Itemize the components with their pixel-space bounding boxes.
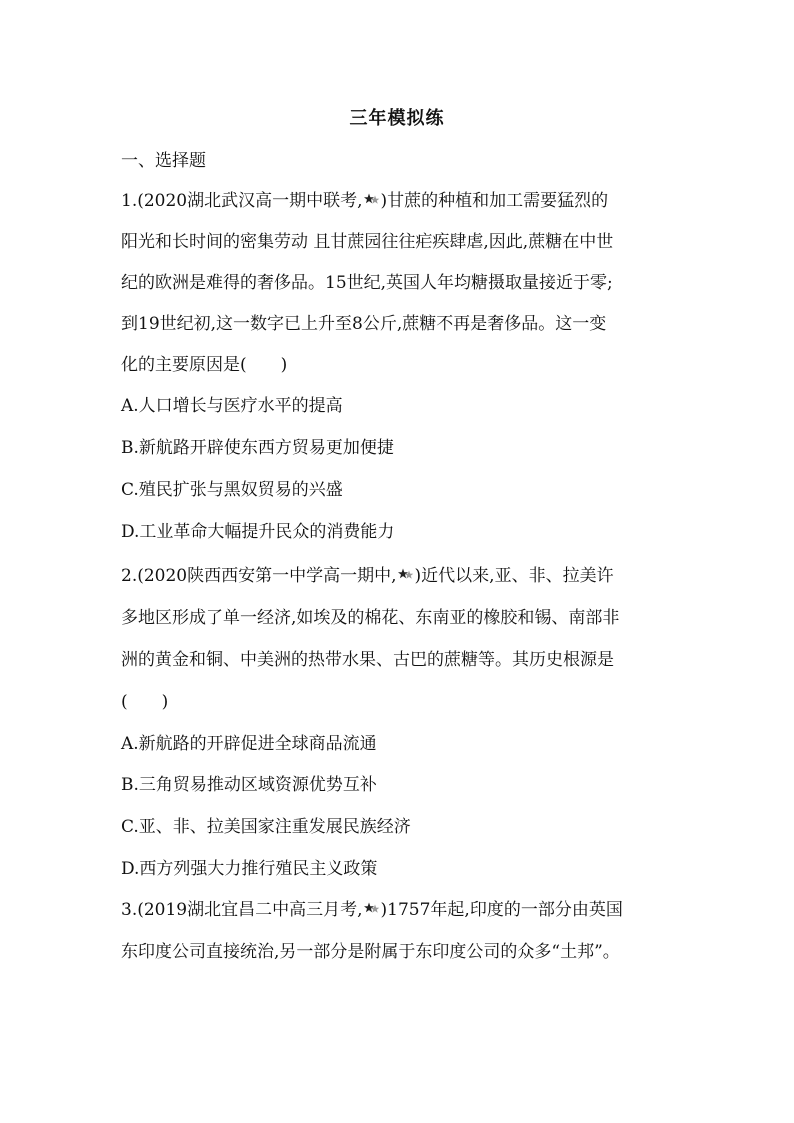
question-2-option-a: A.新航路的开辟促进全球商品流通 bbox=[121, 734, 377, 754]
question-1-option-d: D.工业革命大幅提升民众的消费能力 bbox=[121, 522, 395, 542]
question-3-stem-line-2: 东印度公司直接统治,另一部分是附属于东印度公司的众多“土邦”。 bbox=[121, 942, 620, 962]
two-star-difficulty-icon bbox=[364, 193, 380, 207]
question-1-stem-line-4: 到19世纪初,这一数字已上升至8公斤,蔗糖不再是奢侈品。这一变 bbox=[121, 314, 607, 334]
two-star-difficulty-icon bbox=[398, 568, 414, 582]
question-1-stem-line-1 bbox=[121, 189, 701, 213]
question-1-option-c: C.殖民扩张与黑奴贸易的兴盛 bbox=[121, 480, 343, 500]
question-2-lead-after: )近代以来,亚、非、拉美许 bbox=[414, 566, 614, 586]
document-title: 三年模拟练 bbox=[349, 108, 445, 129]
question-3-stem-line-1 bbox=[121, 898, 701, 922]
question-2-lead: 2.(2020陕西西安第一中学高一期中, bbox=[121, 566, 397, 586]
question-1-stem-line-3: 纪的欧洲是难得的奢侈品。15世纪,英国人年均糖摄取量接近于零; bbox=[121, 273, 613, 293]
question-2-stem-line-2: 多地区形成了单一经济,如埃及的棉花、东南亚的橡胶和锡、南部非 bbox=[121, 608, 620, 628]
two-star-difficulty-icon bbox=[364, 902, 380, 916]
question-1-lead: 1.(2020湖北武汉高一期中联考, bbox=[121, 191, 363, 211]
question-1-option-a: A.人口增长与医疗水平的提高 bbox=[121, 396, 343, 416]
question-2-option-d: D.西方列强大力推行殖民主义政策 bbox=[121, 859, 378, 879]
question-2-stem-line-4: ( ) bbox=[121, 692, 169, 712]
question-2-option-b: B.三角贸易推动区域资源优势互补 bbox=[121, 775, 377, 795]
question-1-option-b: B.新航路开辟使东西方贸易更加便捷 bbox=[121, 438, 394, 458]
question-2-stem-line-3: 洲的黄金和铜、中美洲的热带水果、古巴的蔗糖等。其历史根源是 bbox=[121, 650, 614, 670]
question-3-lead: 3.(2019湖北宜昌二中高三月考, bbox=[121, 900, 363, 920]
question-2-option-c: C.亚、非、拉美国家注重发展民族经济 bbox=[121, 817, 411, 837]
question-1-stem-line-5: 化的主要原因是( ) bbox=[121, 355, 288, 375]
section-heading: 一、选择题 bbox=[121, 151, 206, 171]
question-2-stem-line-1 bbox=[121, 564, 701, 588]
question-1-lead-after: )甘蔗的种植和加工需要猛烈的 bbox=[380, 191, 609, 211]
question-3-lead-after: )1757年起,印度的一部分由英国 bbox=[380, 900, 623, 920]
question-1-stem-line-2: 阳光和长时间的密集劳动 且甘蔗园往往疟疾肆虐,因此,蔗糖在中世 bbox=[121, 232, 614, 252]
